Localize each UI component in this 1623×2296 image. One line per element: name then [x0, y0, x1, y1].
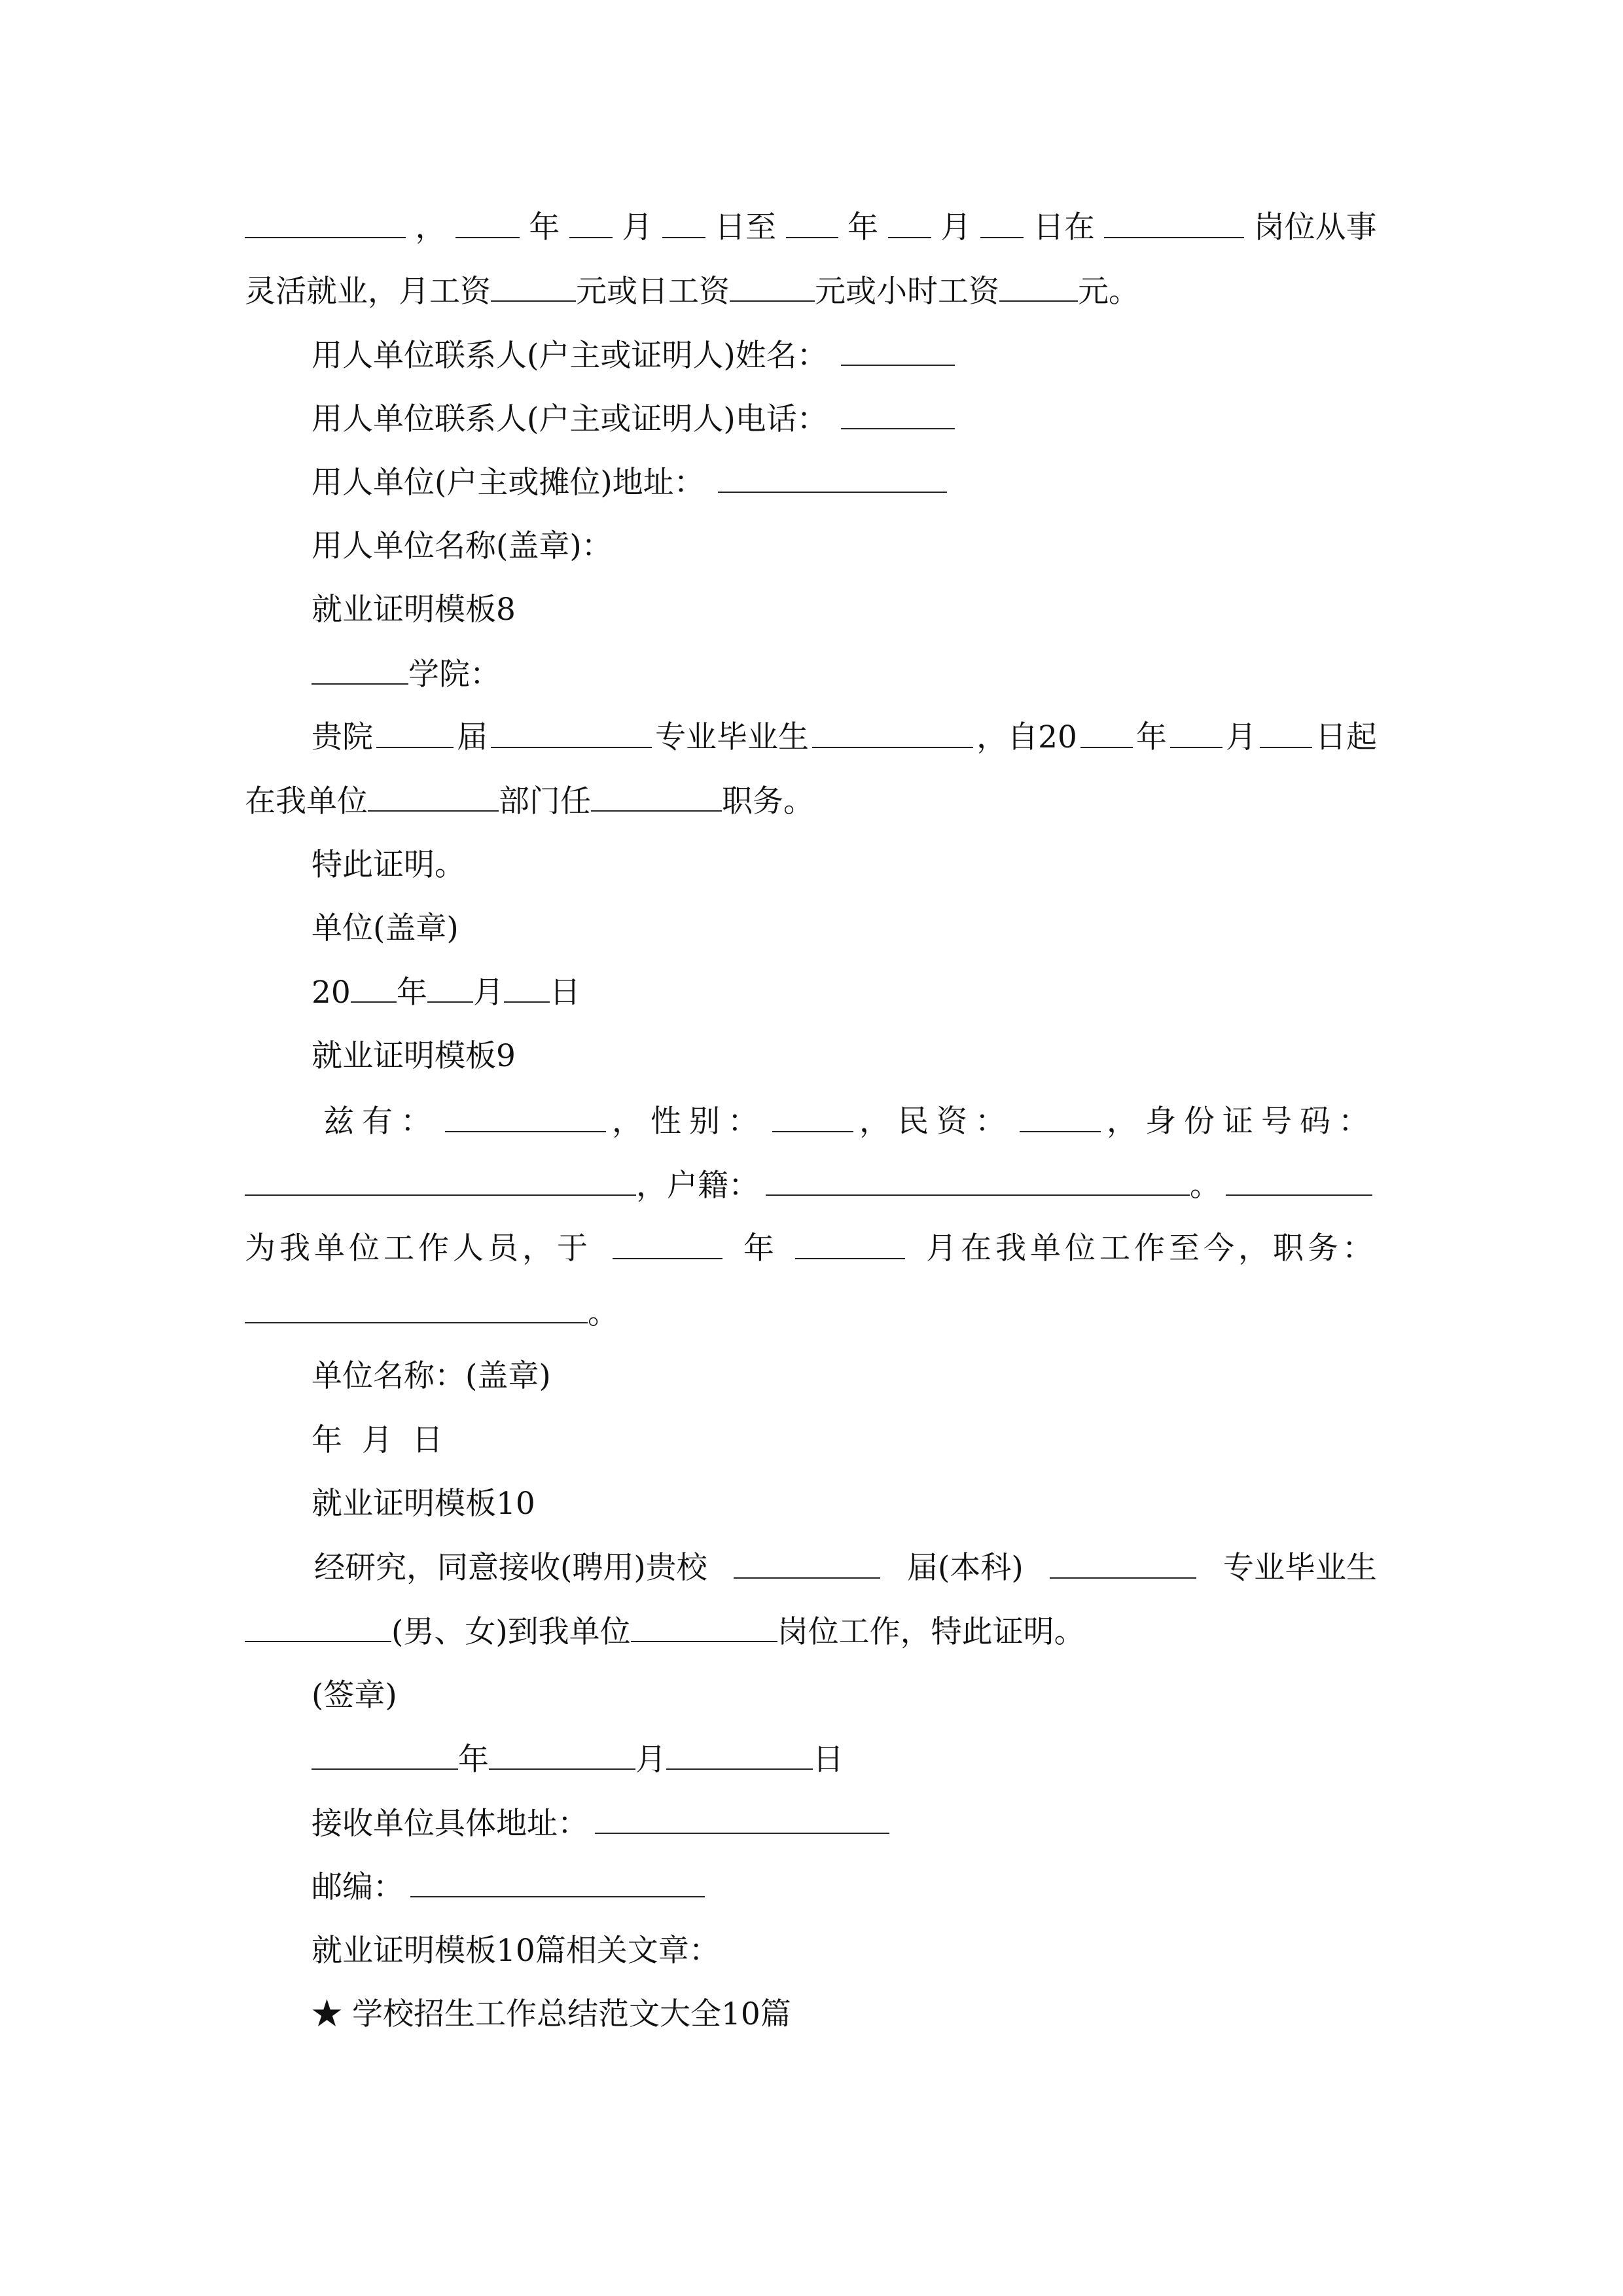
text: 年 — [847, 209, 879, 245]
label: 用人单位(户主或摊位)地址： — [312, 465, 705, 501]
text: 年 — [743, 1230, 774, 1266]
text: 20 — [312, 975, 351, 1011]
text: 专业毕业生 — [1223, 1550, 1377, 1586]
text: 月 — [1225, 719, 1257, 755]
date-line — [312, 973, 580, 1012]
postcode-line — [312, 1867, 705, 1907]
label: 邮编： — [312, 1869, 404, 1905]
related-articles-heading: 就业证明模板10篇相关文章： — [312, 1933, 720, 1969]
household-field[interactable] — [766, 1166, 1190, 1196]
text: 贵院 — [312, 719, 373, 755]
text: 职务。 — [722, 783, 814, 819]
text: 届 — [457, 719, 488, 755]
address-line — [312, 463, 947, 502]
blank-field[interactable] — [1260, 718, 1312, 748]
text: ，性别： — [612, 1103, 766, 1139]
blank-field[interactable] — [245, 208, 406, 238]
blank-field[interactable] — [376, 718, 454, 748]
gender-field[interactable] — [772, 1102, 853, 1132]
month-field[interactable] — [427, 973, 473, 1003]
unit-name-seal: 单位名称：(盖章) — [312, 1358, 551, 1394]
text: 部门任 — [499, 783, 591, 819]
address-field[interactable] — [718, 463, 947, 493]
text: 元或日工资 — [576, 274, 730, 310]
text: ，民资： — [859, 1103, 1014, 1139]
unit-seal: 单位(盖章) — [312, 910, 459, 946]
text: 灵活就业，月工资 — [245, 274, 491, 310]
day-field[interactable] — [504, 973, 550, 1003]
signature-seal: (签章) — [312, 1677, 397, 1713]
postcode-field[interactable] — [410, 1867, 705, 1897]
blank-field[interactable] — [888, 208, 931, 238]
year-field[interactable] — [351, 973, 397, 1003]
blank-field[interactable] — [1104, 208, 1244, 238]
text: 年 — [1135, 719, 1167, 755]
text: 年 — [396, 975, 427, 1011]
id-number-field[interactable] — [245, 1166, 636, 1196]
label: 用人单位联系人(户主或证明人)姓名： — [312, 338, 828, 374]
major-field[interactable] — [1050, 1549, 1196, 1579]
text: ，身份证号码： — [1107, 1103, 1377, 1139]
position-field[interactable] — [245, 1293, 588, 1323]
text: 月 — [635, 1742, 666, 1778]
blank-field[interactable] — [455, 208, 520, 238]
text: 专业毕业生 — [655, 719, 810, 755]
blank-field[interactable] — [591, 781, 722, 812]
blank-field[interactable] — [491, 718, 652, 748]
text: 年 — [458, 1742, 489, 1778]
paragraph-line — [245, 1293, 618, 1333]
name-field[interactable] — [445, 1102, 606, 1132]
year-field[interactable] — [312, 1740, 458, 1770]
contact-phone-field[interactable] — [841, 399, 955, 429]
text: ，户籍： — [636, 1168, 759, 1204]
text: 兹有： — [323, 1103, 439, 1139]
date-placeholder: 年 月 日 — [312, 1422, 443, 1458]
text: ， — [415, 209, 446, 245]
employer-seal-line — [312, 527, 613, 566]
text: 经研究，同意接收(聘用)贵校 — [314, 1550, 707, 1586]
text: 届(本科) — [907, 1550, 1024, 1586]
text: 日 — [549, 975, 580, 1011]
college-line — [312, 655, 501, 694]
day-field[interactable] — [666, 1740, 813, 1770]
year-field[interactable] — [613, 1229, 722, 1259]
contact-name-field[interactable] — [841, 336, 955, 366]
text: 在我单位 — [245, 783, 368, 819]
blank-field[interactable] — [812, 718, 973, 748]
text: 月 — [940, 209, 971, 245]
paragraph-line — [245, 208, 1377, 247]
text: 月在我单位工作至今，职务： — [926, 1230, 1377, 1266]
section-heading: 就业证明模板8 — [312, 592, 516, 628]
section-heading: 就业证明模板9 — [312, 1038, 516, 1074]
contact-phone-line — [312, 399, 955, 439]
text: 日 — [813, 1742, 844, 1778]
blank-field[interactable] — [1170, 718, 1222, 748]
blank-field[interactable] — [730, 272, 815, 302]
label: 用人单位名称(盖章)： — [312, 528, 613, 564]
paragraph-line — [245, 1166, 1377, 1205]
class-year-field[interactable] — [734, 1549, 880, 1579]
certify-text: 特此证明。 — [312, 847, 465, 883]
month-field[interactable] — [489, 1740, 635, 1770]
label: 用人单位联系人(户主或证明人)电话： — [312, 401, 828, 437]
text: 日至 — [715, 209, 777, 245]
paragraph-line — [245, 1229, 1377, 1268]
paragraph-line — [323, 1102, 1377, 1141]
blank-field[interactable] — [662, 208, 705, 238]
text: 岗位工作，特此证明。 — [777, 1614, 1085, 1650]
contact-name-line — [312, 336, 955, 375]
ethnicity-field[interactable] — [1020, 1102, 1101, 1132]
text: 。 — [1190, 1168, 1221, 1204]
paragraph-line — [245, 781, 814, 821]
text: 日起 — [1315, 719, 1377, 755]
text: 月 — [622, 209, 653, 245]
text: ，自20 — [976, 719, 1077, 755]
text: 为我单位工作人员，于 — [245, 1230, 592, 1266]
post-field[interactable] — [631, 1612, 777, 1642]
blank-field[interactable] — [368, 781, 499, 812]
graduate-name-field[interactable] — [245, 1612, 391, 1642]
paragraph-line — [312, 718, 1377, 757]
section-heading: 就业证明模板10 — [312, 1486, 535, 1522]
paragraph-line — [245, 1612, 1085, 1651]
text: 。 — [588, 1295, 618, 1331]
college-field[interactable] — [312, 655, 408, 685]
label: 接收单位具体地址： — [312, 1806, 588, 1842]
text: 日在 — [1033, 209, 1095, 245]
paragraph-line — [245, 272, 1139, 311]
blank-field[interactable] — [786, 208, 838, 238]
related-article-link[interactable]: ★ 学校招生工作总结范文大全10篇 — [312, 1996, 791, 2032]
blank-field[interactable] — [1080, 718, 1133, 748]
blank-field[interactable] — [569, 208, 613, 238]
paragraph-line — [314, 1549, 1377, 1588]
month-field[interactable] — [795, 1229, 905, 1259]
blank-field[interactable] — [1226, 1166, 1372, 1196]
text: 元。 — [1078, 274, 1139, 310]
text: 元或小时工资 — [815, 274, 999, 310]
text: 年 — [529, 209, 560, 245]
blank-field[interactable] — [980, 208, 1024, 238]
text: 岗位从事 — [1253, 209, 1377, 245]
text: (男、女)到我单位 — [391, 1614, 631, 1650]
receiving-address-line — [312, 1804, 889, 1843]
receiving-address-field[interactable] — [595, 1804, 889, 1834]
blank-field[interactable] — [999, 272, 1078, 302]
label: 学院： — [408, 656, 501, 692]
text: 月 — [473, 975, 504, 1011]
blank-field[interactable] — [491, 272, 576, 302]
date-line — [312, 1740, 844, 1779]
